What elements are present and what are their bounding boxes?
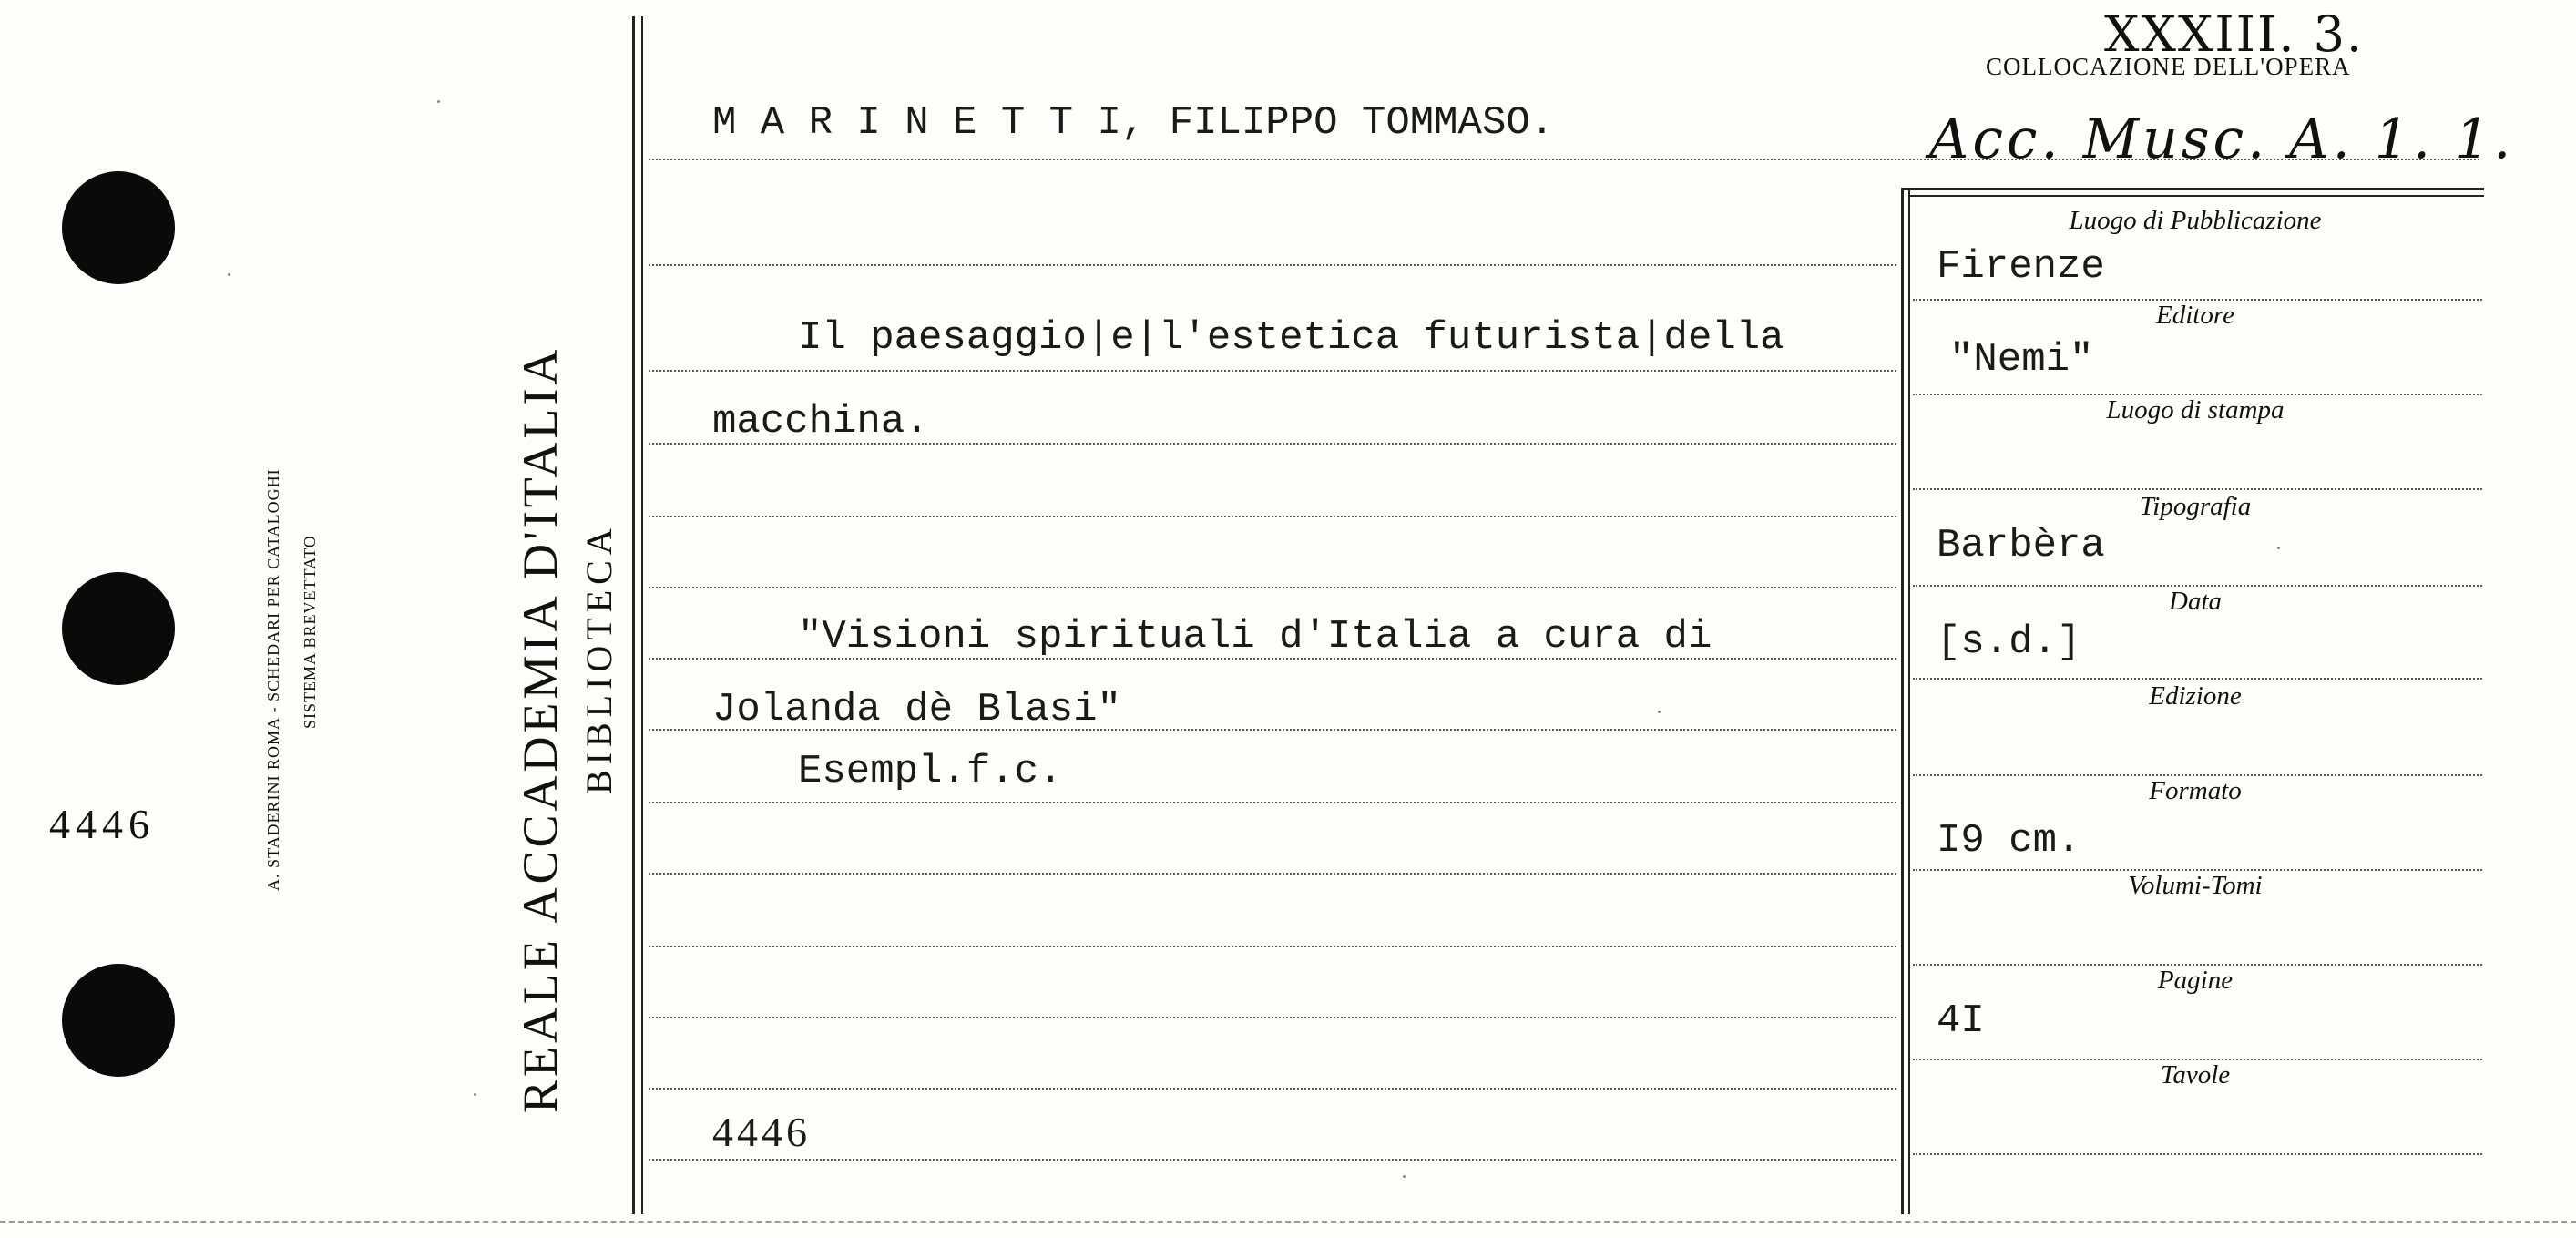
shelfmark-label: COLLOCAZIONE DELL'OPERA <box>1986 53 2351 80</box>
field-value-printer: Barbèra <box>1937 523 2105 568</box>
series-line-1: "Visioni spirituali d'Italia a cura di <box>798 614 1712 660</box>
fields-box-top-inner <box>1908 195 2484 197</box>
shelfmark-handwritten: Acc. Musc. A. 1. 1. <box>1929 107 2515 171</box>
punch-hole-top <box>62 171 175 284</box>
field-value-publisher: "Nemi" <box>1949 337 2094 383</box>
series-line-2: Jolanda dè Blasi" <box>712 687 1121 732</box>
paper-speck <box>2277 547 2280 549</box>
field-label-volumes: Volumi-Tomi <box>2128 871 2263 900</box>
field-label-print-place: Luogo di stampa <box>2106 395 2285 425</box>
field-label-publisher: Editore <box>2156 301 2234 330</box>
maker-imprint-system: SISTEMA BREVETTATO <box>301 535 319 729</box>
ruled-line <box>649 946 1896 947</box>
accession-number: 4446 <box>49 801 155 847</box>
punch-hole-middle <box>62 572 175 685</box>
field-label-edition: Edizione <box>2149 681 2242 711</box>
fields-box-top <box>1901 188 2484 190</box>
paper-speck <box>228 273 230 276</box>
field-value-date: [s.d.] <box>1937 619 2081 665</box>
title-line-1: Il paesaggio|e|l'estetica futurista|della <box>798 315 1784 361</box>
paper-speck <box>1403 1175 1406 1178</box>
field-label-pages: Pagine <box>2157 966 2234 995</box>
field-value-pages: 4I <box>1937 998 1985 1044</box>
paper-speck <box>437 100 440 103</box>
ruled-line <box>649 587 1896 588</box>
ruled-line <box>649 516 1896 517</box>
ruled-line <box>649 802 1896 803</box>
maker-imprint: A. STADERINI ROMA - SCHEDARI PER CATALOGHI <box>264 468 282 891</box>
left-margin-rule-inner <box>641 16 643 1214</box>
paper-speck <box>474 1093 476 1096</box>
ruled-line <box>649 873 1896 875</box>
field-line <box>1913 1153 2482 1155</box>
ruled-line <box>649 1017 1896 1018</box>
field-label-date: Data <box>2169 587 2222 616</box>
ruled-line <box>649 370 1896 372</box>
paper-speck <box>1658 711 1661 713</box>
field-label-place: Luogo di Pubblicazione <box>2069 206 2322 235</box>
left-margin-rule <box>632 16 635 1214</box>
field-line <box>1913 678 2482 680</box>
department-name: BIBLIOTECA <box>578 523 619 794</box>
punch-hole-bottom <box>62 964 175 1077</box>
author-heading: M A R I N E T T I, FILIPPO TOMMASO. <box>712 100 1555 146</box>
institution-name: REALE ACCADEMIA D'ITALIA <box>513 345 567 1113</box>
card-number: 4446 <box>712 1109 811 1155</box>
title-line-2: macchina. <box>712 399 929 445</box>
card-bottom-edge <box>0 1221 2576 1223</box>
field-label-format: Formato <box>2149 776 2242 805</box>
field-label-printer: Tipografia <box>2139 492 2252 521</box>
field-line <box>1913 488 2482 490</box>
field-label-plates: Tavole <box>2160 1060 2231 1090</box>
copy-note: Esempl.f.c. <box>798 749 1063 794</box>
field-value-place: Firenze <box>1937 244 2105 290</box>
ruled-line <box>649 264 1896 266</box>
field-value-format: I9 cm. <box>1937 818 2081 864</box>
shelfmark-number: XXXIII. 3. <box>2104 5 2365 63</box>
ruled-line <box>649 1159 1896 1161</box>
ruled-line <box>649 1088 1896 1090</box>
